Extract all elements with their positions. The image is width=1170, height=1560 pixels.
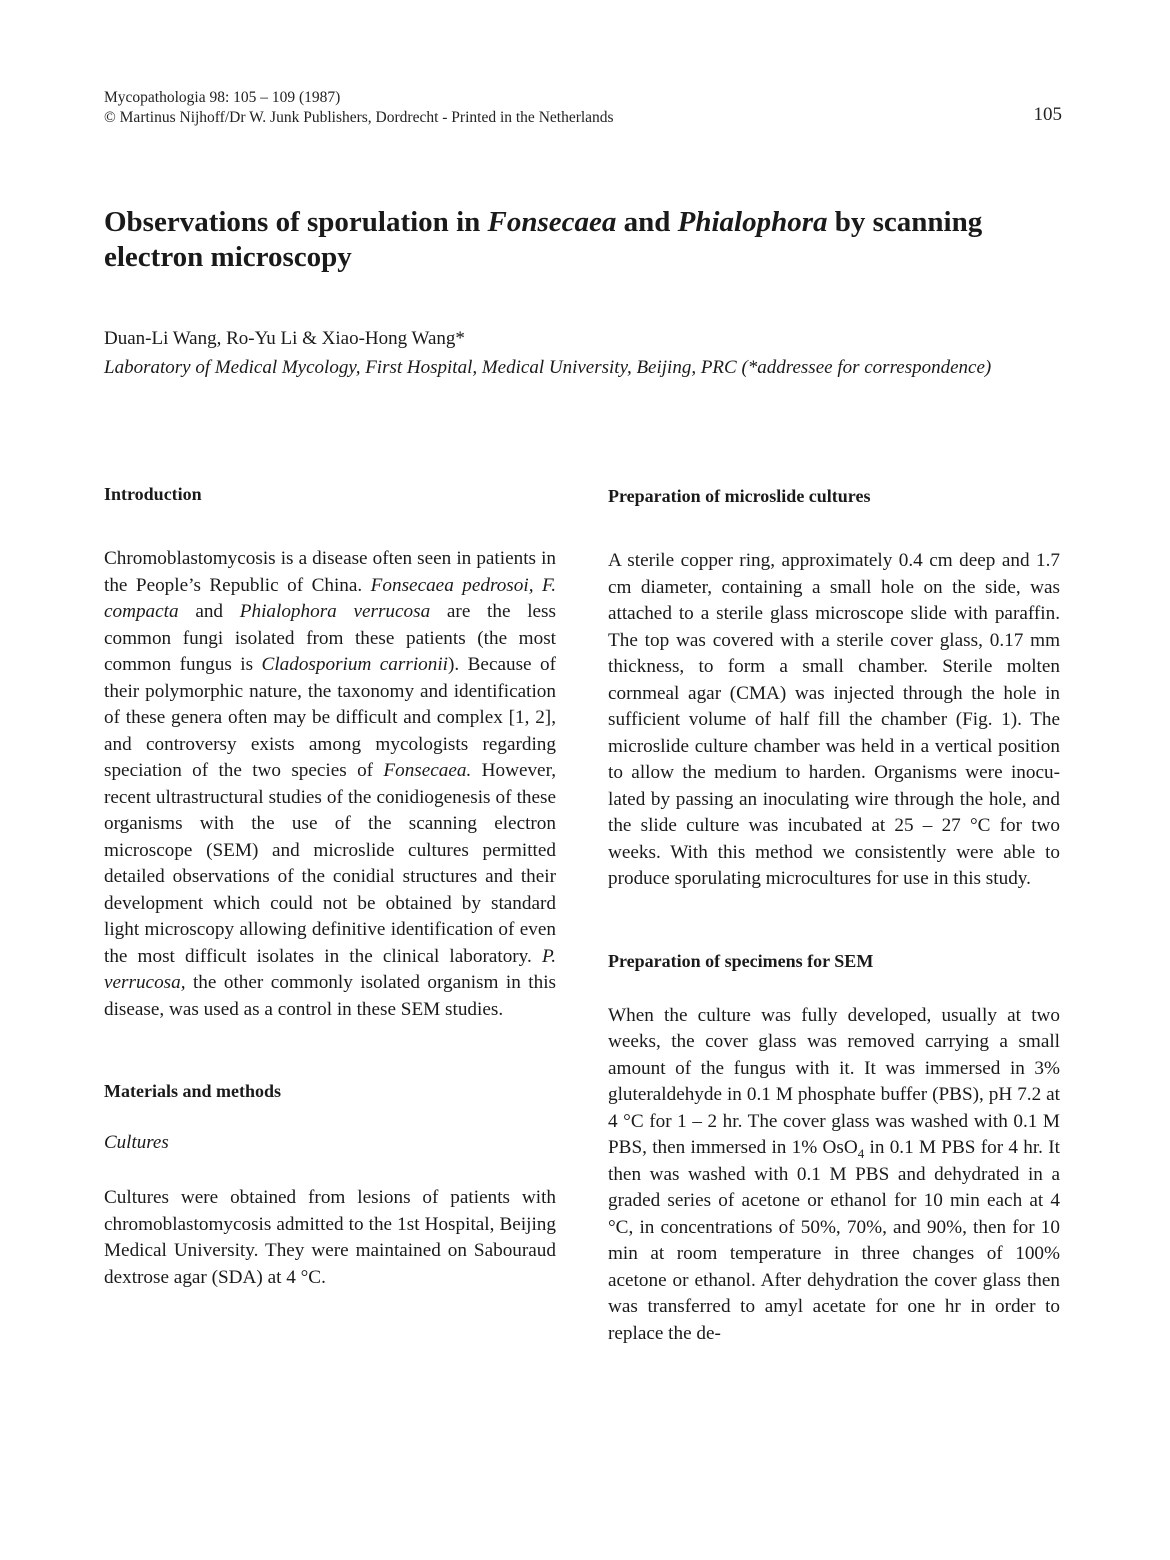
cultures-subheading: Cultures (104, 1132, 169, 1153)
publisher-line: © Martinus Nijhoff/Dr W. Junk Publishers, Dordrecht - Printed in the Netherlands (104, 109, 614, 126)
sem-specimens-paragraph: When the culture was fully developed, usually at two weeks, the cover glass was removed carrying a small amount of the fungus with it. It was immersed in 3% gluteraldehyde in 0.1 M phosphate buffer (PBS), pH 7.2 at 4 °C for 1 – 2 hr. The cover glass was washed with 0.1 M PBS, then immersed in 1% OsO$_4$ in 0.1 M PBS for 4 hr. It then was washed with 0.1 M PBS and dehydrated in a graded series of acetone or ethanol for 10 min each at 4 °C, in concentrations of 50%, 70%, and 90%, then for 10 min at room temperature in three changes of 100% acetone or ethanol. After dehydration the cover glass then was transferred to amyl acetate for one hr in order to replace the de- (608, 1004, 1060, 1344)
right-column (608, 484, 1060, 1347)
microslide-heading: Preparation of microslide cultures (608, 486, 871, 506)
materials-methods-heading: Materials and methods (104, 1081, 281, 1101)
introduction-paragraph: Chromoblastomycosis is a disease often seen in patients in the People’s Republic of China. Fonsecaea pedrosoi, F. compacta and Phialophora verrucosa are the less common fungi isolated from these patients (the most common fungus is Cladosporium carrionii). Because of their polymorphic nature, the taxonomy and identification of these genera often may be difficult and complex [1, 2], and controversy exists among mycologists regarding speciation of the two species of Fonsecaea. However, recent ultrastructural studies of the conidiogenesis of these organisms with the use of the scanning electron microscope (SEM) and microslide cultures permitted detailed observations of the conidial structures and their development which could not be obtained by standard light microscopy allowing definitive identification of even the most difficult isolates in the clinical laboratory. P. verrucosa, the other commonly isolated organism in this disease, was used as a control in these SEM studies. (104, 548, 556, 1020)
cultures-paragraph: Cultures were obtained from lesions of patients with chromoblastomycosis admitted to the 1st Hospital, Beijing Medical University. They were maintained on Sabouraud dextrose agar (SDA) at 4 °C. (104, 1187, 556, 1288)
journal-header (104, 88, 614, 128)
introduction-heading: Introduction (104, 484, 202, 504)
author-list: Duan-Li Wang, Ro-Yu Li & Xiao-Hong Wang* (104, 328, 465, 349)
affiliation: Laboratory of Medical Mycology, First Hospital, Medical University, Beijing, PRC (*addressee for correspondence) (104, 357, 992, 378)
article-title: Observations of sporulation in Fonsecaea and Phialophora by scanning electron microscopy (104, 206, 983, 273)
sem-specimens-heading: Preparation of specimens for SEM (608, 950, 874, 971)
journal-citation: Mycopathologia 98: 105 – 109 (1987) (104, 89, 341, 106)
page-number: 105 (1033, 104, 1062, 125)
left-column (104, 482, 556, 1291)
microslide-paragraph: A sterile copper ring, approximately 0.4 cm deep and 1.7 cm diameter, containing a small hole on the side, was attached to a sterile glass microscope slide with paraffin. The top was covered with a sterile cover glass, 0.17 mm thickness, to form a small chamber. Sterile molten cornmeal agar (CMA) was injected through the hole in sufficient volume of half fill the chamber (Fig. 1). The microslide culture chamber was held in a vertical position to allow the medium to harden. Organisms were inoculated by passing an inoculating wire through the hole, and the slide culture was incubated at 25 – 27 °C for two weeks. With this method we consistently were able to produce sporulating microcultures for use in this study. (608, 550, 1060, 889)
